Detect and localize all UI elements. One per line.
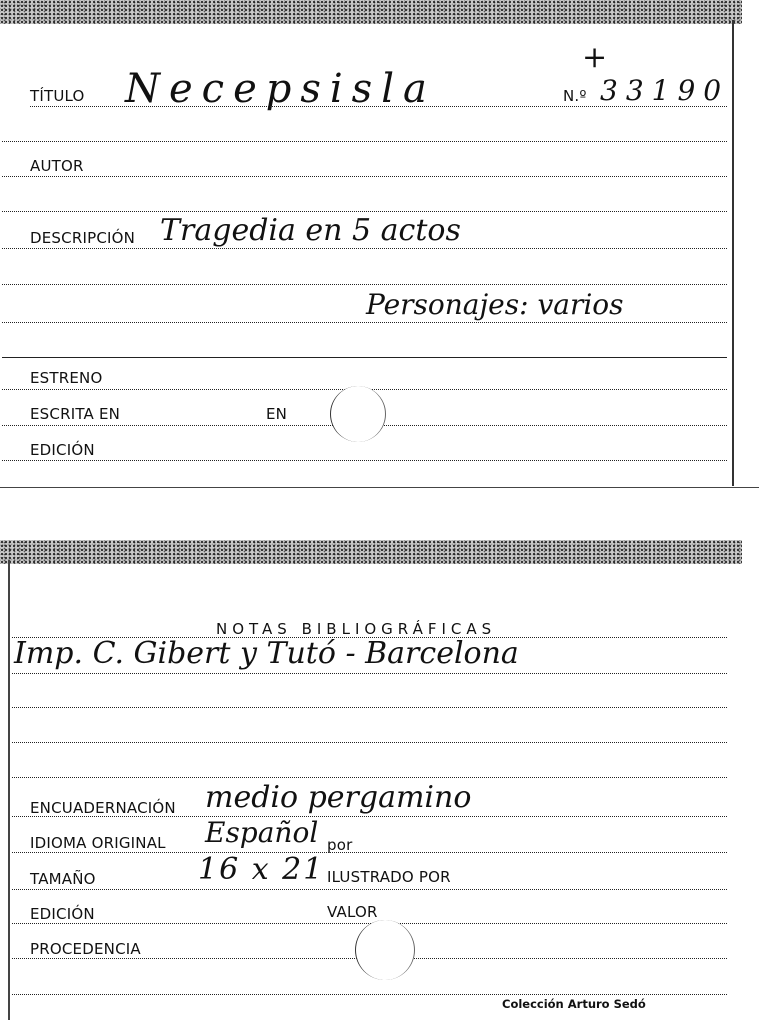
autor-label: AUTOR [30,157,84,175]
autor-rule [2,176,727,177]
speckled-top-band [0,0,742,24]
notas-value: Imp. C. Gibert y Tutó - Barcelona [14,636,519,671]
encuadernacion-label: ENCUADERNACIÓN [30,799,176,817]
encuadernacion-value: medio pergamino [205,780,472,815]
blank-rule-1 [2,141,727,142]
en-label: EN [266,405,288,423]
blank-rule-3 [2,284,727,285]
por-label: por [327,836,353,854]
edicion-label-front: EDICIÓN [30,441,95,459]
punch-hole [355,920,415,980]
titulo-rule [30,106,727,107]
blank-rule-2 [2,211,727,212]
valor-label: VALOR [327,903,378,921]
notas-rule-2 [12,673,727,674]
card-left-edge [8,560,13,1020]
catalog-card-front [0,0,742,488]
tamano-value: 16 x 21 [198,852,325,887]
descripcion-rule [2,248,727,249]
notas-rule-5 [12,777,727,778]
descripcion-value: Tragedia en 5 actos [160,213,461,248]
escrita-en-label: ESCRITA EN [30,405,121,423]
cross-mark: + [582,40,608,75]
titulo-value: Necepsisla [125,66,436,112]
speckled-top-band [0,540,742,564]
collection-credit: Colección Arturo Sedó [502,997,646,1011]
edicion-label-back: EDICIÓN [30,905,95,923]
idioma-value: Español [205,816,319,849]
punch-hole [330,386,386,442]
titulo-label: TÍTULO [30,87,85,105]
numero-label: N.º [563,87,587,105]
catalog-card-back [0,540,742,1026]
front-bottom-edge [0,487,759,488]
notas-rule-4 [12,742,727,743]
tamano-rule [12,889,727,890]
idioma-rule [12,852,727,853]
blank-rule-5 [2,357,727,358]
blank-rule-back [12,994,727,995]
idioma-label: IDIOMA ORIGINAL [30,834,166,852]
descripcion-label: DESCRIPCIÓN [30,229,136,247]
estreno-label: ESTRENO [30,369,103,387]
descripcion-value-2: Personajes: varios [366,288,624,321]
encuadernacion-rule [12,816,727,817]
tamano-label: TAMAÑO [30,870,96,888]
card-right-edge [729,20,734,486]
notas-label: NOTAS BIBLIOGRÁFICAS [216,620,497,638]
numero-value: 33190 [600,74,730,107]
procedencia-label: PROCEDENCIA [30,940,141,958]
ilustrado-label: ILUSTRADO POR [327,868,451,886]
edicion-rule-front [2,460,727,461]
blank-rule-4 [2,322,727,323]
notas-rule-3 [12,707,727,708]
